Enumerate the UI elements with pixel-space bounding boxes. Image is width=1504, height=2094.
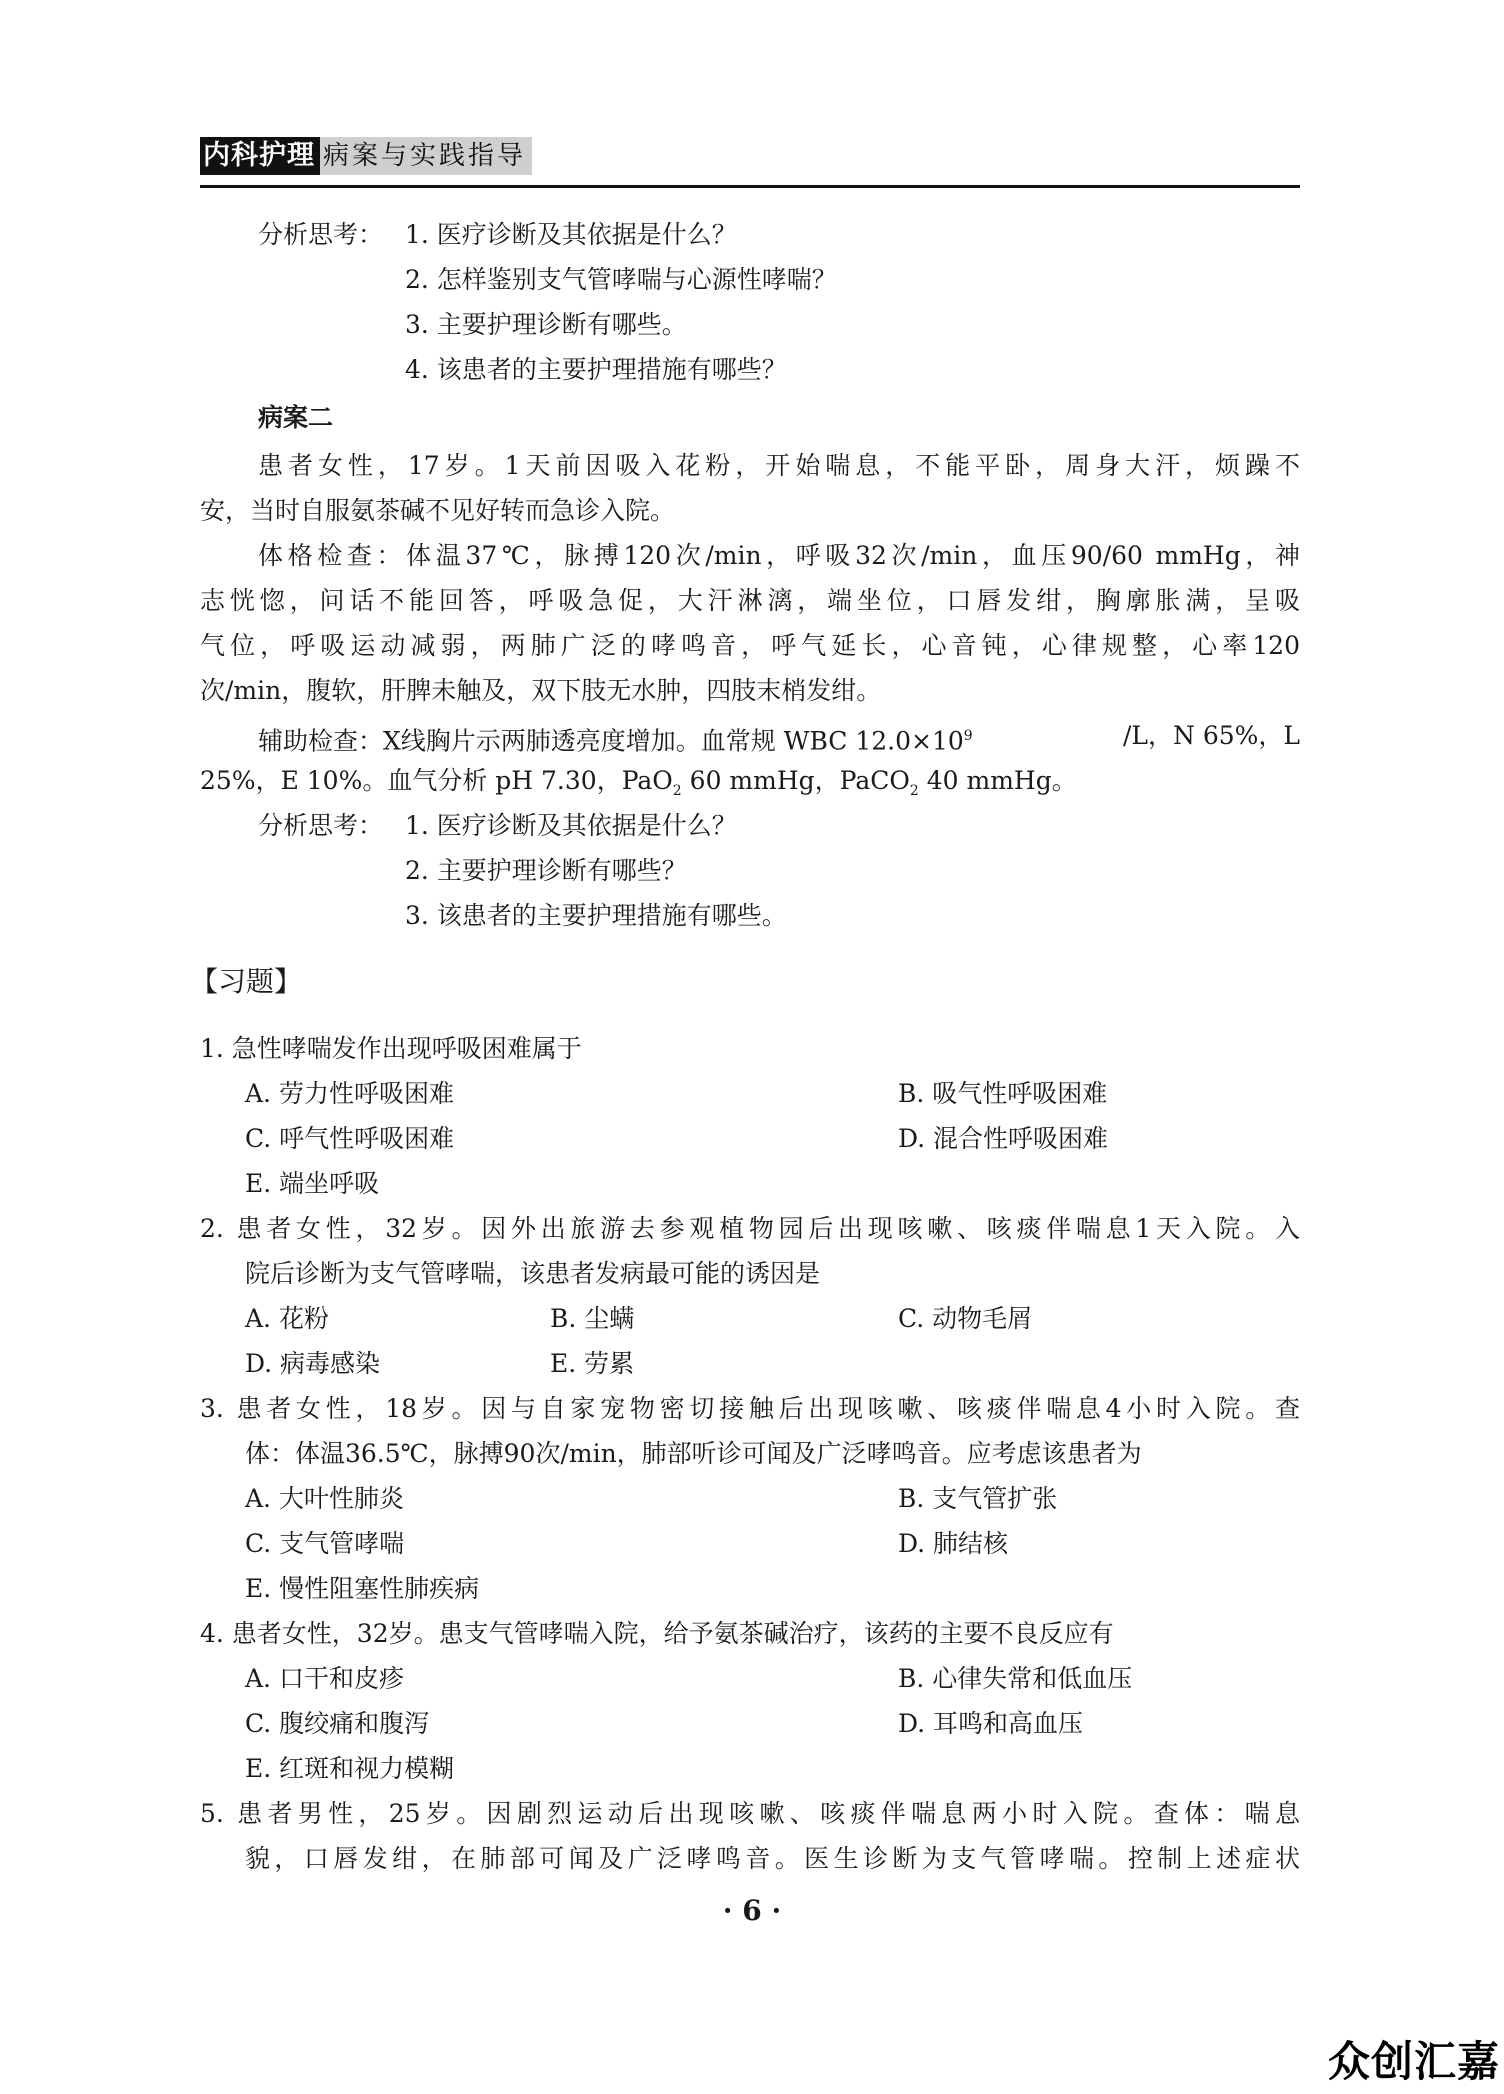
option: E. 端坐呼吸 (245, 1169, 380, 1198)
option: A. 劳力性呼吸困难 (245, 1079, 454, 1108)
option: A. 大叶性肺炎 (245, 1484, 404, 1513)
question-stem: 貌，口唇发绀，在肺部可闻及广泛哮鸣音。医生诊断为支气管哮喘。控制上述症状 (245, 1844, 1300, 1873)
question-stem: 1. 急性哮喘发作出现呼吸困难属于 (200, 1034, 582, 1063)
question-stem: 3. 患者女性，18岁。因与自家宠物密切接触后出现咳嗽、咳痰伴喘息4小时入院。查 (200, 1394, 1300, 1423)
question-stem: 4. 患者女性，32岁。患支气管哮喘入院，给予氨茶碱治疗，该药的主要不良反应有 (200, 1619, 1114, 1648)
option: C. 动物毛屑 (898, 1304, 1033, 1333)
aux-text: 辅助检查：X线胸片示两肺透亮度增加。血常规 WBC $12.0\times 10^9$ (258, 726, 973, 756)
option: A. 花粉 (245, 1304, 329, 1333)
watermark-logo: 众创汇嘉 (1327, 2037, 1500, 2086)
physical-exam-line: 次/min，腹软，肝脾未触及，双下肢无水肿，四肢末梢发绀。 (200, 676, 882, 705)
question-item: 1. 医疗诊断及其依据是什么？ (405, 811, 737, 840)
analysis-label: 分析思考： (258, 811, 384, 840)
exercises-heading: 【习题】 (190, 965, 303, 998)
option: B. 尘螨 (550, 1304, 635, 1333)
option: D. 肺结核 (898, 1529, 1009, 1558)
physical-exam-line: 体格检查：体温37℃，脉搏120次/min，呼吸32次/min，血压90/60 mmHg，神 (258, 541, 1300, 570)
question-stem: 5. 患者男性，25岁。因剧烈运动后出现咳嗽、咳痰伴喘息两小时入院。查体：喘息 (200, 1799, 1300, 1828)
question-stem: 2. 患者女性，32岁。因外出旅游去参观植物园后出现咳嗽、咳痰伴喘息1天入院。入 (200, 1214, 1300, 1243)
question-item: 3. 该患者的主要护理措施有哪些。 (405, 901, 787, 930)
option: C. 支气管哮喘 (245, 1529, 405, 1558)
auxiliary-exam-line (258, 719, 1300, 758)
option: E. 劳累 (550, 1349, 635, 1378)
auxiliary-exam-line: 25%，E 10%。血气分析 pH 7.30，PaO$_2$ 60 mmHg，PaCO$_2$ 40 mmHg。 (200, 766, 1077, 799)
option: D. 病毒感染 (245, 1349, 381, 1378)
question-item: 3. 主要护理诊断有哪些。 (405, 310, 687, 339)
option: A. 口干和皮疹 (245, 1664, 404, 1693)
option: E. 红斑和视力模糊 (245, 1754, 455, 1783)
header-title-bold: 内科护理 (200, 137, 320, 175)
option: B. 心律失常和低血压 (898, 1664, 1133, 1693)
page-number: · 6 · (722, 1894, 782, 1927)
question-stem: 院后诊断为支气管哮喘，该患者发病最可能的诱因是 (245, 1259, 821, 1288)
case-history-line: 患者女性，17岁。1天前因吸入花粉，开始喘息，不能平卧，周身大汗，烦躁不 (258, 451, 1300, 480)
header-rule (200, 185, 1300, 188)
option: B. 吸气性呼吸困难 (898, 1079, 1108, 1108)
option: D. 耳鸣和高血压 (898, 1709, 1084, 1738)
running-header (200, 137, 532, 175)
option: C. 呼气性呼吸困难 (245, 1124, 455, 1153)
question-item: 1. 医疗诊断及其依据是什么？ (405, 220, 737, 249)
physical-exam-line: 志恍惚，问话不能回答，呼吸急促，大汗淋漓，端坐位，口唇发绀，胸廓胀满，呈吸 (200, 586, 1300, 615)
option: D. 混合性呼吸困难 (898, 1124, 1109, 1153)
question-item: 2. 主要护理诊断有哪些？ (405, 856, 687, 885)
physical-exam-line: 气位，呼吸运动减弱，两肺广泛的哮鸣音，呼气延长，心音钝，心律规整，心率120 (200, 631, 1300, 660)
question-stem: 体：体温36.5℃，脉搏90次/min，肺部听诊可闻及广泛哮鸣音。应考虑该患者为 (245, 1439, 1142, 1468)
question-item: 2. 怎样鉴别支气管哮喘与心源性哮喘？ (405, 265, 837, 294)
option: B. 支气管扩张 (898, 1484, 1058, 1513)
question-item: 4. 该患者的主要护理措施有哪些？ (405, 355, 787, 384)
case-history-line: 安，当时自服氨茶碱不见好转而急诊入院。 (200, 496, 676, 525)
option: E. 慢性阻塞性肺疾病 (245, 1574, 480, 1603)
case-title: 病案二 (258, 403, 334, 432)
analysis-label: 分析思考： (258, 220, 384, 249)
option: C. 腹绞痛和腹泻 (245, 1709, 430, 1738)
aux-text-tail: /L，N 65%，L (1122, 721, 1300, 750)
header-title-rest: 病案与实践指导 (320, 137, 532, 175)
